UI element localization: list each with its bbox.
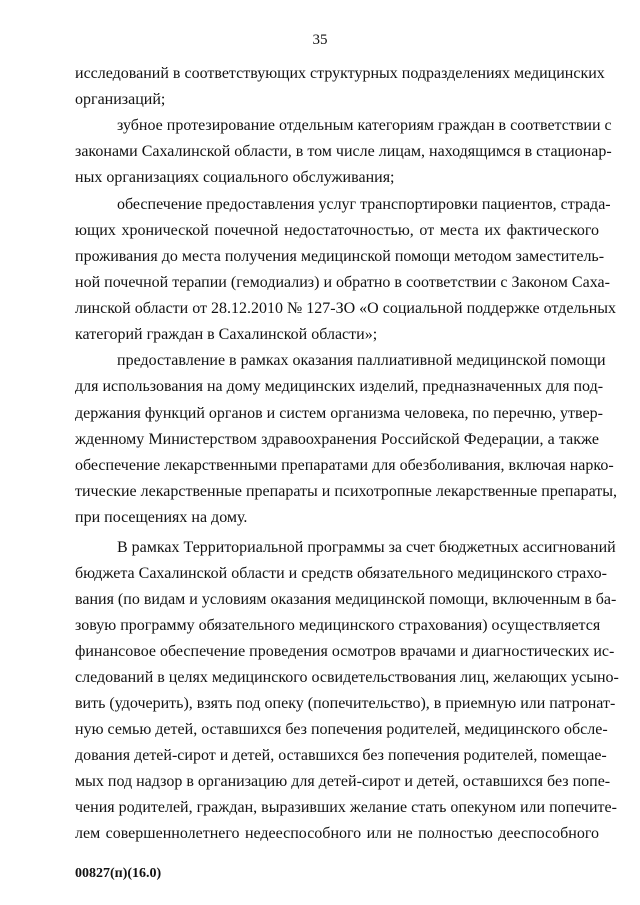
text-line: исследований в соответствующих структурных подразделениях медицинских [75, 65, 605, 82]
text-line: линской области от 28.12.2010 № 127-ЗО «О социальной поддержке отдельных [75, 300, 617, 317]
text-line: зовую программу обязательного медицинского страхования) осуществляется [75, 617, 601, 634]
text-line: дования детей-сирот и детей, оставшихся без попечения родителей, помещае- [75, 747, 607, 764]
text-line: обеспечение лекарственными препаратами для обезболивания, включая нарко- [75, 457, 614, 474]
document-code: 00827(п)(16.0) [75, 866, 162, 881]
text-line: тические лекарственные препараты и психотропные лекарственные препараты, [75, 483, 617, 500]
text-line: В рамках Территориальной программы за счет бюджетных ассигнований [117, 539, 616, 556]
text-line: предоставление в рамках оказания паллиативной медицинской помощи [117, 352, 606, 369]
text-line: следований в целях медицинского освидетельствования лиц, желающих усыно- [75, 669, 619, 686]
text-line: зубное протезирование отдельным категориям граждан в соответствии с [117, 117, 612, 134]
text-line: жденному Министерством здравоохранения Российской Федерации, а также [75, 431, 599, 448]
text-line: финансовое обеспечение проведения осмотров врачами и диагностических ис- [75, 643, 615, 660]
text-line: вания (по видам и условиям оказания медицинской помощи, включенным в ба- [75, 591, 617, 608]
text-line: вить (удочерить), взять под опеку (попечительство), в приемную или патронат- [75, 695, 616, 712]
text-line: при посещениях на дому. [75, 509, 248, 526]
text-line: организаций; [75, 91, 166, 108]
page-number: 35 [312, 32, 328, 48]
text-line: лем совершеннолетнего недееспособного или не полностью дееспособного [75, 825, 599, 842]
text-line: ных организациях социального обслуживания; [75, 169, 395, 186]
text-line: категорий граждан в Сахалинской области»; [75, 326, 378, 343]
text-line: ной почечной терапии (гемодиализ) и обратно в соответствии с Законом Саха- [75, 274, 610, 291]
text-line: для использования на дому медицинских изделий, предназначенных для под- [75, 378, 604, 395]
text-line: держания функций органов и систем организма человека, по перечню, утвер- [75, 405, 603, 422]
text-line: ющих хронической почечной недостаточностью, от места их фактического [75, 222, 599, 239]
text-line: законами Сахалинской области, в том числе лицам, находящимся в стационар- [75, 143, 612, 160]
text-line: проживания до места получения медицинской помощи методом заместитель- [75, 248, 605, 265]
text-line: мых под надзор в организацию для детей-сирот и детей, оставшихся без попе- [75, 773, 611, 790]
text-line: бюджета Сахалинской области и средств обязательного медицинского страхо- [75, 565, 607, 582]
text-line: ную семью детей, оставшихся без попечения родителей, медицинского обсле- [75, 721, 608, 738]
text-line: чения родителей, граждан, выразивших желание стать опекуном или попечите- [75, 799, 617, 816]
text-line: обеспечение предоставления услуг транспортировки пациентов, страда- [117, 196, 611, 213]
